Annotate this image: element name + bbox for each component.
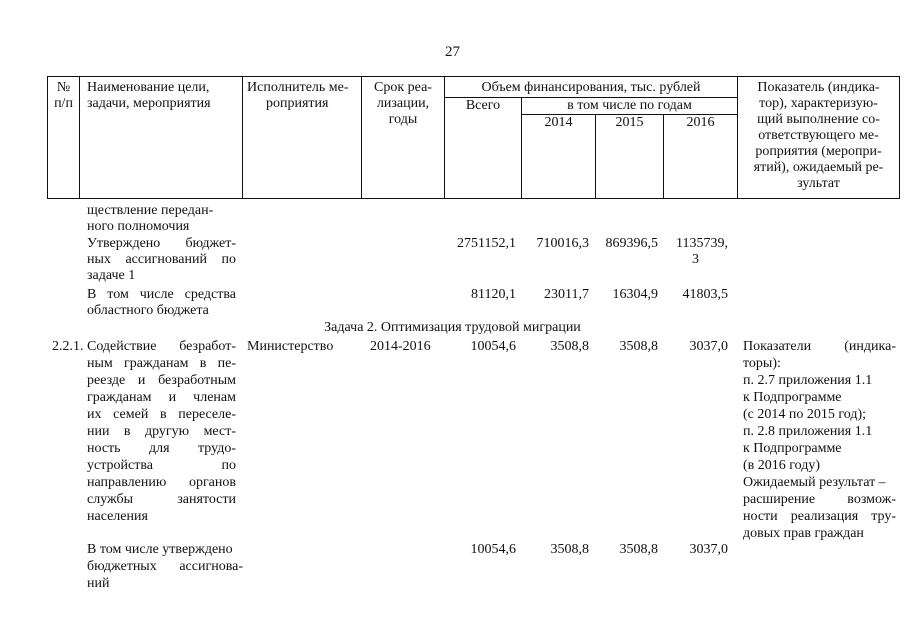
regional-2016: 41803,5 xyxy=(682,287,728,302)
item-term: 2014-2016 xyxy=(370,339,431,354)
item-2016: 3037,0 xyxy=(689,339,728,354)
approved-2016: 1135739, xyxy=(676,236,728,251)
regional-total: 81120,1 xyxy=(471,287,516,302)
approved-total: 2751152,1 xyxy=(457,236,516,251)
approved-221-2016: 3037,0 xyxy=(689,542,728,557)
item-number: 2.2.1. xyxy=(52,339,84,354)
item-total: 10054,6 xyxy=(470,339,516,354)
approved-2014: 710016,3 xyxy=(536,236,589,251)
item-2015: 3508,8 xyxy=(619,339,658,354)
page-number: 27 xyxy=(445,44,460,60)
header-year-2015: 2015 xyxy=(615,115,644,130)
regional-2014: 23011,7 xyxy=(544,287,589,302)
task2-title: Задача 2. Оптимизация трудовой миграции xyxy=(324,320,581,335)
approved-221-2015: 3508,8 xyxy=(619,542,658,557)
approved-2015: 869396,5 xyxy=(605,236,658,251)
item-2014: 3508,8 xyxy=(550,339,589,354)
header-year-2016: 2016 xyxy=(686,115,715,130)
approved-221-2014: 3508,8 xyxy=(550,542,589,557)
regional-2015: 16304,9 xyxy=(612,287,658,302)
header-col-total: Всего xyxy=(465,98,501,113)
header-year-2014: 2014 xyxy=(544,115,573,130)
header-col-by-years: в том числе по годам xyxy=(567,98,692,113)
header-col-finance: Объем финансирования, тыс. рублей xyxy=(481,80,701,95)
approved-221-total: 10054,6 xyxy=(470,542,516,557)
item-executor: Министерство xyxy=(247,339,334,354)
